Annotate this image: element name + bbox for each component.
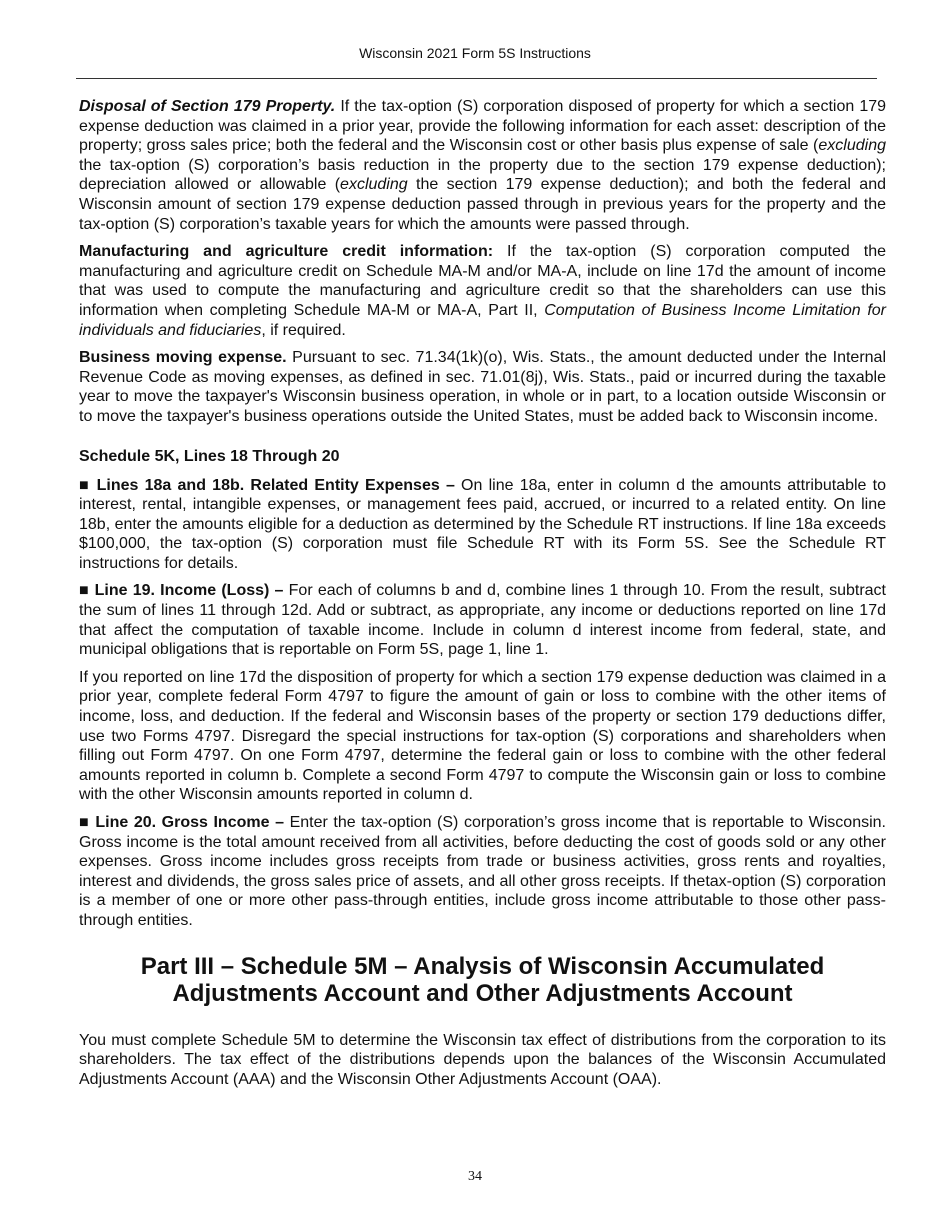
emphasis-text: Computation of Business Income Limitation for individuals and fiduciaries: [79, 301, 886, 339]
paragraph-text: Enter the tax-option (S) corporation’s gross income that is reportable to Wisconsin. Gross income is the total amount received from all activities, before deducting the cost of goods sold or any other expenses. Gross income includes gross receipts from trade or business activities, gross rents and royalties, interest and dividends, the gross sales price of assets, and all other gross receipts. If thetax-option (S) corporation is a member of one or more other pass-through entities, include gross income attributable to those other pass-through entities.: [79, 814, 886, 929]
paragraph-lead: ■ Line 20. Gross Income –: [79, 814, 284, 831]
paragraph-text: Pursuant to sec. 71.34(1k)(o), Wis. Stats., the amount deducted under the Internal Revenue Code as moving expenses, as defined in sec. 71.01(8j), Wis. Stats., paid or incurred during the taxable year to move the taxpayer's Wisconsin business operation, in whole or in part, to a location outside Wisconsin or to move the taxpayer's business operations outside the United States, must be added back to Wisconsin income.: [79, 349, 887, 425]
body-column: [79, 97, 886, 1097]
part-iii-heading: [79, 953, 886, 1007]
page-number: 34: [468, 1169, 482, 1184]
paragraph-text: For each of columns b and d, combine lines 1 through 10. From the result, subtract the sum of lines 11 through 12d. Add or subtract, as appropriate, any income or deductions reported on line 17d that affect the computation of taxable income. Include in column d interest income from federal, state, and municipal obligations that is reportable on Form 5S, page 1, line 1.: [79, 582, 886, 659]
paragraph-text: If the tax-option (S) corporation disposed of property for which a section 179 expense deduction was claimed in a prior year, provide the following information for each asset: description of the property; gross sales price; both the federal and the Wisconsin cost or other basis plus expense of sale (: [79, 98, 887, 155]
paragraph-text: the section 179 expense deduction); and both the federal and Wisconsin amount of section 179 expense deduction passed through in previous years for the property and the tax-option (S) corporation’s taxable years for which the amounts were passed through.: [79, 176, 886, 233]
paragraph-business-moving-expense: [79, 348, 886, 426]
section-heading-schedule-5k: Schedule 5K, Lines 18 Through 20: [79, 447, 340, 465]
paragraph-text: the tax-option (S) corporation’s basis reduction in the property due to the section 179 expense deduction); depreciation allowed or allowable (: [79, 156, 886, 194]
emphasis-text: excluding: [818, 137, 886, 155]
paragraph-lead: Manufacturing and agriculture credit information:: [79, 243, 494, 261]
paragraph-schedule-5m-intro: You must complete Schedule 5M to determine the Wisconsin tax effect of distributions from the corporation to its shareholders. The tax effect of the distributions depends upon the balances of the Wisconsin Accumulated Adjustments Account (AAA) and the Wisconsin Other Adjustments Account (OAA).: [79, 1031, 886, 1088]
paragraph-lines-18a-18b: [79, 476, 886, 574]
paragraph-manufacturing-credit: [79, 242, 886, 340]
paragraph-text: On line 18a, enter in column d the amounts attributable to interest, rental, intangible expenses, or management fees paid, accrued, or incurred to a related entity. On line 18b, enter the amounts eligible for a deduction as determined by the Schedule RT instructions. If line 18a exceeds $100,000, the tax-option (S) corporation must file Schedule RT with its Form 5S. See the Schedule RT instructions for details.: [79, 476, 887, 572]
paragraph-lead: ■ Line 19. Income (Loss) –: [79, 582, 284, 600]
paragraph-line-20: [79, 813, 886, 931]
paragraph-text: If the tax-option (S) corporation computed the manufacturing and agriculture credit on Schedule MA-M and/or MA-A, include on line 17d the amount of income that was used to compute the manufacturing and agriculture credit so that the shareholders can use this information when completing Schedule MA-M or MA-A, Part II,: [79, 243, 886, 319]
paragraph-lead: Business moving expense.: [79, 349, 287, 367]
paragraph-lead: ■ Lines 18a and 18b. Related Entity Expenses –: [79, 476, 455, 494]
emphasis-text: excluding: [340, 176, 408, 194]
paragraph-disposal-section-179: [79, 97, 886, 234]
paragraph-line-19: [79, 581, 886, 659]
paragraph-disposition-form-4797: If you reported on line 17d the disposition of property for which a section 179 expense deduction was claimed in a prior year, complete federal Form 4797 to figure the amount of gain or loss to combine with the other items of income, loss, and deduction. If the federal and Wisconsin bases of the property or section 179 deductions differ, use two Forms 4797. Disregard the special instructions for tax-option (S) corporations and shareholders when filling out Form 4797. On one Form 4797, determine the federal gain or loss to combine with the other federal amounts reported in column b. Complete a second Form 4797 to compute the Wisconsin gain or loss to combine with the other Wisconsin amounts reported in column d.: [79, 668, 886, 804]
paragraph-lead: Disposal of Section 179 Property.: [79, 98, 336, 115]
header-rule: [76, 78, 877, 79]
part-iii-heading-line-2: Adjustments Account and Other Adjustments Account: [172, 979, 793, 1007]
running-header: Wisconsin 2021 Form 5S Instructions: [359, 45, 591, 61]
paragraph-text: , if required.: [261, 321, 346, 339]
part-iii-heading-line-1: Part III – Schedule 5M – Analysis of Wisconsin Accumulated: [140, 952, 825, 980]
